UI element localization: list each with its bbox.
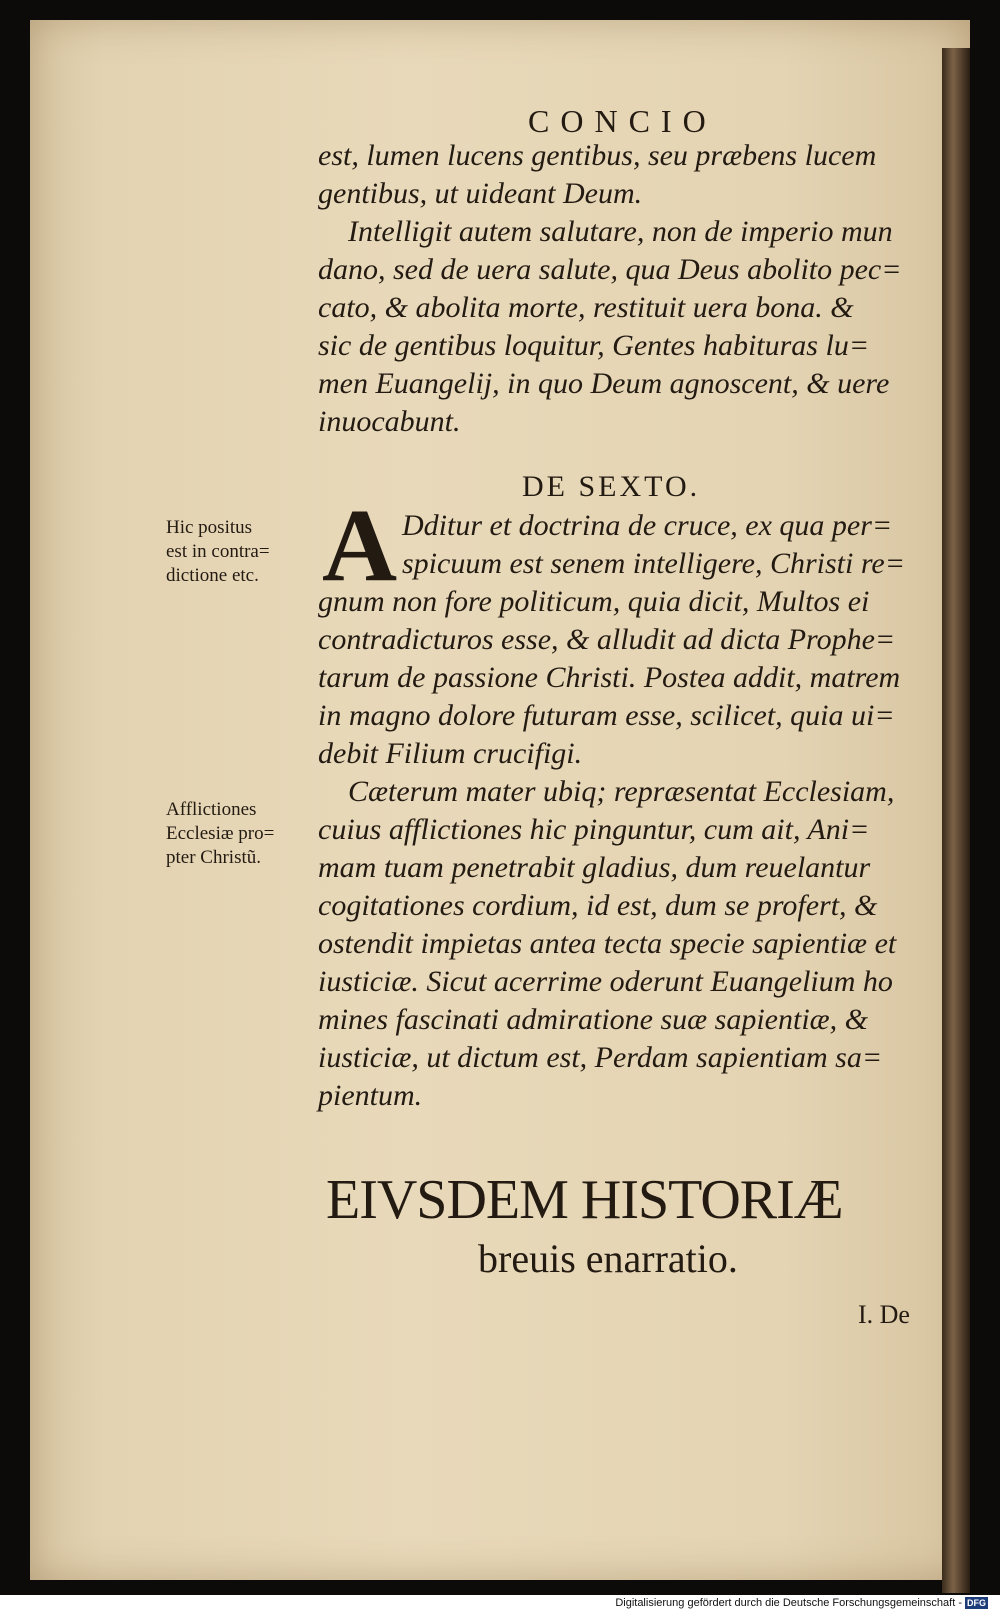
text-line: est, lumen lucens gentibus, seu præbens lucem <box>318 139 877 172</box>
margin-note-line: pter Christũ. <box>166 847 261 868</box>
margin-note-line: est in contra= <box>166 541 270 562</box>
text-line: tarum de passione Christi. Postea addit, matrem <box>318 661 901 694</box>
text-line: in magno dolore futuram esse, scilicet, quia ui= <box>318 699 895 732</box>
text-line: cuius afflictiones hic pinguntur, cum ait, Ani= <box>318 813 870 846</box>
text-line: sic de gentibus loquitur, Gentes habituras lu= <box>318 329 870 362</box>
margin-note-line: Afflictiones <box>166 799 257 820</box>
running-head: CONCIO <box>528 103 717 139</box>
text-line: gentibus, ut uideant Deum. <box>318 177 643 210</box>
closing-title: EIVSDEM HISTORIÆ <box>326 1169 843 1231</box>
text-line: gnum non fore politicum, quia dicit, Multos ei <box>318 585 870 618</box>
digitization-footer <box>615 1597 988 1609</box>
text-line: cato, & abolita morte, restituit uera bona. & <box>318 291 854 324</box>
text-line: men Euangelij, in quo Deum agnoscent, & uere <box>318 367 890 400</box>
closing-subtitle: breuis enarratio. <box>478 1236 738 1281</box>
text-line: Intelligit autem salutare, non de imperio mun <box>318 215 893 248</box>
drop-cap: A <box>322 488 398 603</box>
margin-note-line: dictione etc. <box>166 565 259 586</box>
section-heading: DE SEXTO. <box>522 470 701 503</box>
page-fore-edge <box>942 48 970 1593</box>
dfg-logo-icon: DFG <box>967 1598 986 1608</box>
text-line: spicuum est senem intelligere, Christi re= <box>402 547 905 580</box>
margin-note-line: Hic positus <box>166 517 253 538</box>
text-line: Dditur et doctrina de cruce, ex qua per= <box>402 509 893 542</box>
text-line: Cæterum mater ubiq; repræsentat Ecclesiam, <box>318 775 895 808</box>
text-line: inuocabunt. <box>318 405 461 438</box>
footer-text: Digitalisierung gefördert durch die Deutsche Forschungsgemeinschaft - <box>615 1597 962 1609</box>
text-line: iusticiæ, ut dictum est, Perdam sapientiam sa= <box>318 1041 883 1074</box>
text-line: cogitationes cordium, id est, dum se profert, & <box>318 889 878 922</box>
text-line: contradicturos esse, & alludit ad dicta Prophe= <box>318 623 896 656</box>
text-line: mines fascinati admiratione suæ sapientiæ, & <box>318 1003 869 1036</box>
text-line: iusticiæ. Sicut acerrime oderunt Euangelium ho <box>318 965 893 998</box>
catchword: I. De <box>858 1300 910 1329</box>
text-line: mam tuam penetrabit gladius, dum reuelantur <box>318 851 871 884</box>
text-line: debit Filium crucifigi. <box>318 737 583 770</box>
text-line: pientum. <box>318 1079 423 1112</box>
margin-note-line: Ecclesiæ pro= <box>166 823 275 844</box>
text-line: ostendit impietas antea tecta specie sapientiæ et <box>318 927 897 960</box>
text-line: dano, sed de uera salute, qua Deus abolito pec= <box>318 253 902 286</box>
